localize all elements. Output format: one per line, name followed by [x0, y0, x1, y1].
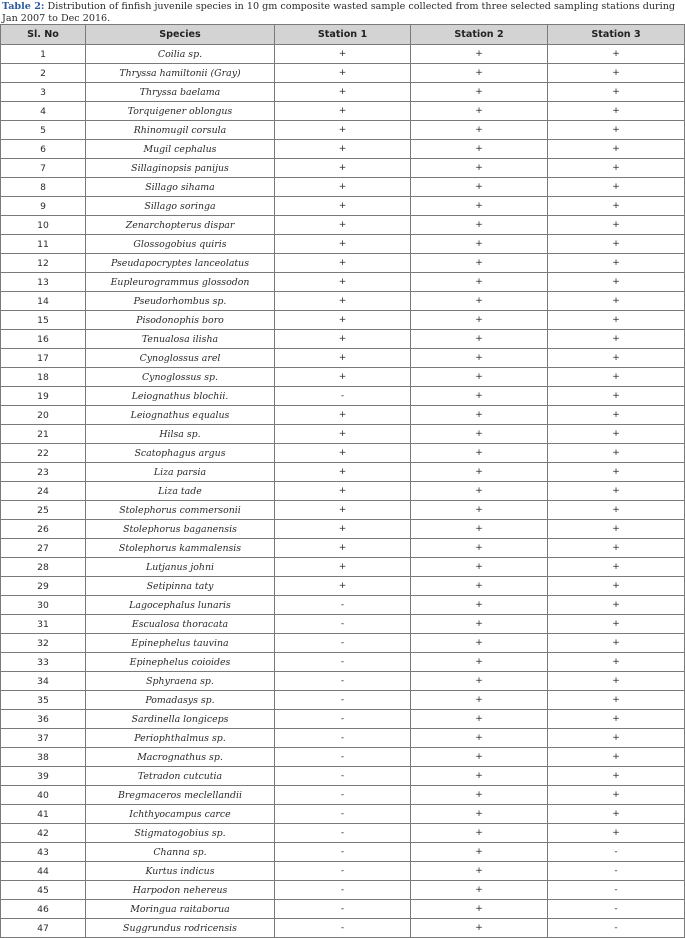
species-cell: Setipinna taty — [86, 577, 275, 596]
table-row — [1, 843, 685, 862]
station-1-cell: - — [275, 900, 411, 919]
station-3-cell: + — [548, 197, 685, 216]
table-row — [1, 368, 685, 387]
table-caption — [0, 0, 685, 24]
station-2-cell: + — [411, 672, 548, 691]
station-2-cell: + — [411, 273, 548, 292]
station-3-cell: + — [548, 292, 685, 311]
table-row — [1, 577, 685, 596]
table-row — [1, 482, 685, 501]
table-row — [1, 634, 685, 653]
table-body — [1, 45, 685, 938]
station-3-cell: + — [548, 729, 685, 748]
station-2-cell: + — [411, 292, 548, 311]
table-row — [1, 140, 685, 159]
station-1-cell: + — [275, 425, 411, 444]
sl-no-cell: 22 — [1, 444, 86, 463]
header-species: Species — [86, 25, 275, 45]
species-cell: Thryssa baelama — [86, 83, 275, 102]
sl-no-cell: 43 — [1, 843, 86, 862]
sl-no-cell: 40 — [1, 786, 86, 805]
station-3-cell: + — [548, 216, 685, 235]
station-2-cell: + — [411, 64, 548, 83]
species-cell: Ichthyocampus carce — [86, 805, 275, 824]
station-1-cell: + — [275, 539, 411, 558]
sl-no-cell: 47 — [1, 919, 86, 938]
species-cell: Zenarchopterus dispar — [86, 216, 275, 235]
table-row — [1, 197, 685, 216]
header-station-2: Station 2 — [411, 25, 548, 45]
sl-no-cell: 17 — [1, 349, 86, 368]
sl-no-cell: 20 — [1, 406, 86, 425]
header-station-1: Station 1 — [275, 25, 411, 45]
sl-no-cell: 36 — [1, 710, 86, 729]
station-2-cell: + — [411, 121, 548, 140]
sl-no-cell: 35 — [1, 691, 86, 710]
station-3-cell: - — [548, 862, 685, 881]
station-2-cell: + — [411, 501, 548, 520]
species-table — [0, 24, 685, 938]
species-cell: Sillago sihama — [86, 178, 275, 197]
table-row — [1, 596, 685, 615]
station-1-cell: + — [275, 273, 411, 292]
station-1-cell: + — [275, 83, 411, 102]
station-2-cell: + — [411, 615, 548, 634]
station-3-cell: + — [548, 539, 685, 558]
station-3-cell: + — [548, 159, 685, 178]
table-row — [1, 501, 685, 520]
station-2-cell: + — [411, 805, 548, 824]
station-2-cell: + — [411, 425, 548, 444]
station-1-cell: - — [275, 881, 411, 900]
station-2-cell: + — [411, 387, 548, 406]
station-3-cell: + — [548, 178, 685, 197]
species-cell: Stolephorus baganensis — [86, 520, 275, 539]
species-cell: Rhinomugil corsula — [86, 121, 275, 140]
table-row — [1, 102, 685, 121]
species-cell: Stigmatogobius sp. — [86, 824, 275, 843]
station-1-cell: + — [275, 558, 411, 577]
station-3-cell: + — [548, 273, 685, 292]
table-row — [1, 311, 685, 330]
sl-no-cell: 15 — [1, 311, 86, 330]
station-1-cell: - — [275, 615, 411, 634]
station-2-cell: + — [411, 102, 548, 121]
species-cell: Epinephelus coioides — [86, 653, 275, 672]
species-cell: Scatophagus argus — [86, 444, 275, 463]
station-2-cell: + — [411, 368, 548, 387]
station-1-cell: - — [275, 634, 411, 653]
station-2-cell: + — [411, 254, 548, 273]
table-row — [1, 159, 685, 178]
station-1-cell: + — [275, 349, 411, 368]
species-cell: Coilia sp. — [86, 45, 275, 64]
station-3-cell: + — [548, 691, 685, 710]
station-2-cell: + — [411, 653, 548, 672]
station-1-cell: - — [275, 862, 411, 881]
station-2-cell: + — [411, 45, 548, 64]
species-cell: Channa sp. — [86, 843, 275, 862]
station-2-cell: + — [411, 539, 548, 558]
sl-no-cell: 11 — [1, 235, 86, 254]
station-3-cell: + — [548, 672, 685, 691]
station-1-cell: - — [275, 919, 411, 938]
station-3-cell: + — [548, 520, 685, 539]
station-2-cell: + — [411, 349, 548, 368]
station-2-cell: + — [411, 520, 548, 539]
table-row — [1, 862, 685, 881]
table-row — [1, 178, 685, 197]
station-3-cell: + — [548, 235, 685, 254]
sl-no-cell: 32 — [1, 634, 86, 653]
table-row — [1, 748, 685, 767]
station-3-cell: + — [548, 558, 685, 577]
table-header — [1, 25, 685, 45]
species-cell: Lagocephalus lunaris — [86, 596, 275, 615]
station-3-cell: + — [548, 653, 685, 672]
species-cell: Glossogobius quiris — [86, 235, 275, 254]
species-cell: Sillago soringa — [86, 197, 275, 216]
station-3-cell: + — [548, 425, 685, 444]
species-cell: Sphyraena sp. — [86, 672, 275, 691]
station-3-cell: + — [548, 482, 685, 501]
table-row — [1, 786, 685, 805]
station-2-cell: + — [411, 843, 548, 862]
station-3-cell: + — [548, 596, 685, 615]
station-3-cell: + — [548, 64, 685, 83]
station-3-cell: + — [548, 786, 685, 805]
station-3-cell: + — [548, 349, 685, 368]
sl-no-cell: 7 — [1, 159, 86, 178]
station-2-cell: + — [411, 710, 548, 729]
station-2-cell: + — [411, 406, 548, 425]
station-1-cell: + — [275, 444, 411, 463]
sl-no-cell: 46 — [1, 900, 86, 919]
species-cell: Periophthalmus sp. — [86, 729, 275, 748]
station-3-cell: + — [548, 102, 685, 121]
sl-no-cell: 33 — [1, 653, 86, 672]
station-1-cell: - — [275, 691, 411, 710]
station-2-cell: + — [411, 178, 548, 197]
station-1-cell: + — [275, 577, 411, 596]
station-3-cell: + — [548, 577, 685, 596]
station-1-cell: + — [275, 64, 411, 83]
sl-no-cell: 12 — [1, 254, 86, 273]
station-1-cell: + — [275, 121, 411, 140]
sl-no-cell: 18 — [1, 368, 86, 387]
station-2-cell: + — [411, 444, 548, 463]
species-cell: Suggrundus rodricensis — [86, 919, 275, 938]
sl-no-cell: 42 — [1, 824, 86, 843]
station-2-cell: + — [411, 691, 548, 710]
station-3-cell: + — [548, 406, 685, 425]
sl-no-cell: 37 — [1, 729, 86, 748]
species-cell: Sillaginopsis panijus — [86, 159, 275, 178]
sl-no-cell: 1 — [1, 45, 86, 64]
table-row — [1, 463, 685, 482]
sl-no-cell: 39 — [1, 767, 86, 786]
station-1-cell: + — [275, 311, 411, 330]
species-cell: Tenualosa ilisha — [86, 330, 275, 349]
species-cell: Leiognathus equalus — [86, 406, 275, 425]
species-cell: Stolephorus commersonii — [86, 501, 275, 520]
table-row — [1, 235, 685, 254]
species-cell: Tetradon cutcutia — [86, 767, 275, 786]
table-row — [1, 45, 685, 64]
station-3-cell: + — [548, 824, 685, 843]
station-3-cell: + — [548, 805, 685, 824]
station-2-cell: + — [411, 900, 548, 919]
station-3-cell: + — [548, 311, 685, 330]
sl-no-cell: 44 — [1, 862, 86, 881]
species-cell: Pisodonophis boro — [86, 311, 275, 330]
species-cell: Leiognathus blochii. — [86, 387, 275, 406]
species-cell: Thryssa hamiltonii (Gray) — [86, 64, 275, 83]
station-1-cell: + — [275, 254, 411, 273]
species-cell: Harpodon nehereus — [86, 881, 275, 900]
species-cell: Escualosa thoracata — [86, 615, 275, 634]
table-row — [1, 767, 685, 786]
station-2-cell: + — [411, 919, 548, 938]
station-1-cell: + — [275, 463, 411, 482]
station-2-cell: + — [411, 786, 548, 805]
species-cell: Hilsa sp. — [86, 425, 275, 444]
species-cell: Cynoglossus arel — [86, 349, 275, 368]
station-2-cell: + — [411, 140, 548, 159]
table-row — [1, 330, 685, 349]
station-2-cell: + — [411, 577, 548, 596]
table-row — [1, 520, 685, 539]
sl-no-cell: 4 — [1, 102, 86, 121]
species-cell: Moringua raitaborua — [86, 900, 275, 919]
station-2-cell: + — [411, 767, 548, 786]
table-row — [1, 273, 685, 292]
species-cell: Kurtus indicus — [86, 862, 275, 881]
station-1-cell: - — [275, 767, 411, 786]
station-2-cell: + — [411, 216, 548, 235]
species-cell: Pseudorhombus sp. — [86, 292, 275, 311]
table-row — [1, 558, 685, 577]
station-1-cell: - — [275, 672, 411, 691]
station-1-cell: - — [275, 710, 411, 729]
station-1-cell: + — [275, 501, 411, 520]
station-2-cell: + — [411, 330, 548, 349]
station-3-cell: + — [548, 463, 685, 482]
station-1-cell: - — [275, 786, 411, 805]
station-1-cell: + — [275, 520, 411, 539]
station-3-cell: + — [548, 615, 685, 634]
station-2-cell: + — [411, 83, 548, 102]
table-row — [1, 653, 685, 672]
station-1-cell: + — [275, 482, 411, 501]
table-row — [1, 729, 685, 748]
header-row — [1, 25, 685, 45]
station-3-cell: - — [548, 881, 685, 900]
table-row — [1, 900, 685, 919]
species-cell: Liza tade — [86, 482, 275, 501]
sl-no-cell: 31 — [1, 615, 86, 634]
table-row — [1, 425, 685, 444]
station-2-cell: + — [411, 748, 548, 767]
table-row — [1, 121, 685, 140]
species-cell: Eupleurogrammus glossodon — [86, 273, 275, 292]
station-3-cell: - — [548, 919, 685, 938]
station-2-cell: + — [411, 159, 548, 178]
station-1-cell: - — [275, 748, 411, 767]
sl-no-cell: 10 — [1, 216, 86, 235]
species-cell: Torquigener oblongus — [86, 102, 275, 121]
station-1-cell: + — [275, 292, 411, 311]
table-row — [1, 672, 685, 691]
sl-no-cell: 26 — [1, 520, 86, 539]
station-1-cell: + — [275, 197, 411, 216]
sl-no-cell: 2 — [1, 64, 86, 83]
table-row — [1, 254, 685, 273]
sl-no-cell: 23 — [1, 463, 86, 482]
station-2-cell: + — [411, 881, 548, 900]
station-1-cell: - — [275, 596, 411, 615]
sl-no-cell: 13 — [1, 273, 86, 292]
header-sl-no: Sl. No — [1, 25, 86, 45]
sl-no-cell: 41 — [1, 805, 86, 824]
table-row — [1, 444, 685, 463]
station-1-cell: + — [275, 235, 411, 254]
station-3-cell: + — [548, 444, 685, 463]
caption-text: Distribution of finfish juvenile species in 10 gm composite wasted sample collected from three selected sampling stations during Jan 2007 to Dec 2016. — [2, 1, 676, 24]
station-1-cell: + — [275, 330, 411, 349]
station-1-cell: - — [275, 653, 411, 672]
station-3-cell: + — [548, 140, 685, 159]
sl-no-cell: 21 — [1, 425, 86, 444]
station-2-cell: + — [411, 197, 548, 216]
species-cell: Pomadasys sp. — [86, 691, 275, 710]
station-2-cell: + — [411, 634, 548, 653]
station-3-cell: + — [548, 767, 685, 786]
sl-no-cell: 9 — [1, 197, 86, 216]
station-1-cell: - — [275, 387, 411, 406]
sl-no-cell: 25 — [1, 501, 86, 520]
station-1-cell: + — [275, 159, 411, 178]
sl-no-cell: 29 — [1, 577, 86, 596]
sl-no-cell: 3 — [1, 83, 86, 102]
station-1-cell: - — [275, 824, 411, 843]
sl-no-cell: 8 — [1, 178, 86, 197]
table-row — [1, 824, 685, 843]
species-cell: Pseudapocryptes lanceolatus — [86, 254, 275, 273]
sl-no-cell: 16 — [1, 330, 86, 349]
station-3-cell: - — [548, 900, 685, 919]
station-2-cell: + — [411, 482, 548, 501]
station-3-cell: + — [548, 121, 685, 140]
sl-no-cell: 45 — [1, 881, 86, 900]
sl-no-cell: 6 — [1, 140, 86, 159]
table-row — [1, 216, 685, 235]
station-2-cell: + — [411, 824, 548, 843]
sl-no-cell: 38 — [1, 748, 86, 767]
table-row — [1, 406, 685, 425]
sl-no-cell: 30 — [1, 596, 86, 615]
species-cell: Macrognathus sp. — [86, 748, 275, 767]
station-2-cell: + — [411, 463, 548, 482]
sl-no-cell: 34 — [1, 672, 86, 691]
table-row — [1, 292, 685, 311]
species-cell: Mugil cephalus — [86, 140, 275, 159]
species-cell: Bregmaceros meclellandii — [86, 786, 275, 805]
sl-no-cell: 14 — [1, 292, 86, 311]
station-1-cell: + — [275, 178, 411, 197]
species-cell: Lutjanus johni — [86, 558, 275, 577]
station-3-cell: + — [548, 748, 685, 767]
table-row — [1, 805, 685, 824]
station-3-cell: + — [548, 634, 685, 653]
table-row — [1, 710, 685, 729]
station-3-cell: + — [548, 83, 685, 102]
station-3-cell: + — [548, 501, 685, 520]
caption-label: Table 2: — [2, 1, 45, 12]
station-1-cell: + — [275, 406, 411, 425]
station-2-cell: + — [411, 311, 548, 330]
sl-no-cell: 5 — [1, 121, 86, 140]
table-row — [1, 387, 685, 406]
station-2-cell: + — [411, 235, 548, 254]
sl-no-cell: 19 — [1, 387, 86, 406]
species-cell: Epinephelus tauvina — [86, 634, 275, 653]
sl-no-cell: 28 — [1, 558, 86, 577]
station-2-cell: + — [411, 862, 548, 881]
station-1-cell: + — [275, 216, 411, 235]
station-3-cell: + — [548, 254, 685, 273]
station-2-cell: + — [411, 558, 548, 577]
station-1-cell: + — [275, 140, 411, 159]
station-1-cell: - — [275, 805, 411, 824]
species-cell: Liza parsia — [86, 463, 275, 482]
table-row — [1, 691, 685, 710]
header-station-3: Station 3 — [548, 25, 685, 45]
table-row — [1, 615, 685, 634]
station-3-cell: + — [548, 387, 685, 406]
station-2-cell: + — [411, 729, 548, 748]
station-1-cell: + — [275, 102, 411, 121]
station-3-cell: + — [548, 45, 685, 64]
table-row — [1, 64, 685, 83]
station-3-cell: + — [548, 710, 685, 729]
station-1-cell: + — [275, 45, 411, 64]
station-3-cell: - — [548, 843, 685, 862]
station-2-cell: + — [411, 596, 548, 615]
sl-no-cell: 24 — [1, 482, 86, 501]
table-row — [1, 83, 685, 102]
station-1-cell: + — [275, 368, 411, 387]
station-1-cell: - — [275, 729, 411, 748]
species-cell: Sardinella longiceps — [86, 710, 275, 729]
table-row — [1, 349, 685, 368]
station-3-cell: + — [548, 330, 685, 349]
station-1-cell: - — [275, 843, 411, 862]
species-cell: Stolephorus kammalensis — [86, 539, 275, 558]
species-cell: Cynoglossus sp. — [86, 368, 275, 387]
table-row — [1, 881, 685, 900]
sl-no-cell: 27 — [1, 539, 86, 558]
table-row — [1, 539, 685, 558]
station-3-cell: + — [548, 368, 685, 387]
